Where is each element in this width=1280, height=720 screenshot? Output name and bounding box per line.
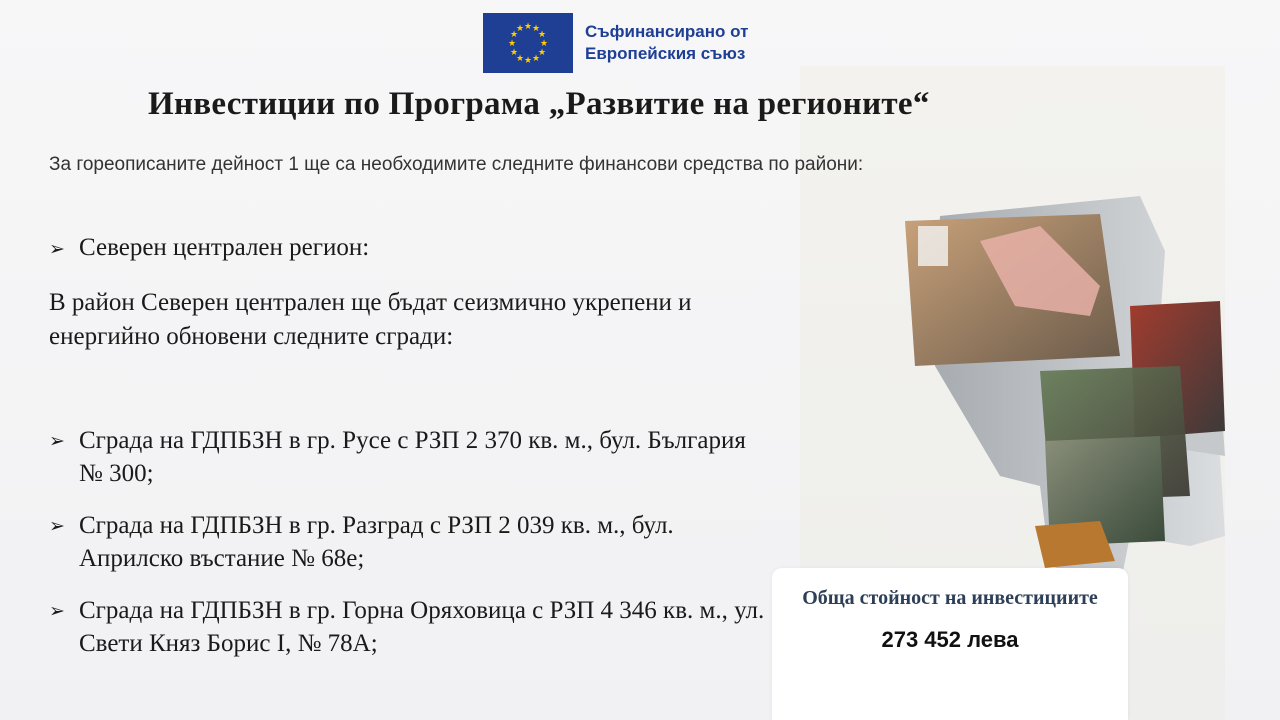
buildings-list bbox=[49, 424, 769, 679]
eu-cofunded-logo bbox=[483, 13, 748, 73]
eu-flag-icon bbox=[483, 13, 573, 73]
building-text: Сграда на ГДПБЗН в гр. Разград с РЗП 2 039 кв. м., бул. Априлско въстание № 68е; bbox=[79, 512, 674, 572]
svg-text:★: ★ bbox=[523, 56, 533, 66]
svg-text:★: ★ bbox=[531, 54, 541, 64]
svg-text:★: ★ bbox=[523, 22, 533, 32]
svg-text:★: ★ bbox=[537, 30, 547, 40]
arrow-bullet-icon: ➢ bbox=[49, 600, 65, 622]
svg-text:★: ★ bbox=[509, 30, 519, 40]
eu-logo-line2: Европейския съюз bbox=[585, 44, 746, 63]
region-label: Северен централен регион: bbox=[79, 234, 370, 261]
slide-title: Инвестиции по Програма „Развитие на регионите“ bbox=[148, 86, 930, 122]
arrow-bullet-icon: ➢ bbox=[49, 430, 65, 452]
slide-subtitle: За гореописаните дейност 1 ще са необходимите следните финансови средства по райони: bbox=[49, 154, 864, 175]
building-text: Сграда на ГДПБЗН в гр. Русе с РЗП 2 370 кв. м., бул. България № 300; bbox=[79, 427, 746, 487]
svg-text:★: ★ bbox=[537, 48, 547, 58]
svg-text:★: ★ bbox=[515, 54, 525, 64]
eu-stars-icon bbox=[483, 13, 573, 73]
region-heading bbox=[49, 234, 369, 262]
list-item bbox=[49, 594, 769, 660]
arrow-bullet-icon: ➢ bbox=[49, 238, 65, 260]
svg-text:★: ★ bbox=[509, 48, 519, 58]
svg-text:★: ★ bbox=[531, 24, 541, 34]
svg-text:★: ★ bbox=[515, 24, 525, 34]
eu-logo-text bbox=[585, 21, 748, 65]
total-investment-value: 273 452 лева bbox=[881, 627, 1019, 652]
eu-logo-line1: Съфинансирано от bbox=[585, 22, 749, 41]
total-investment-label: Обща стойност на инвестициите bbox=[802, 587, 1098, 609]
arrow-bullet-icon: ➢ bbox=[49, 515, 65, 537]
intro-paragraph: В район Северен централен ще бъдат сеизмично укрепени и енергийно обновени следните сгради: bbox=[49, 289, 692, 350]
svg-text:★: ★ bbox=[507, 39, 517, 49]
list-item bbox=[49, 424, 769, 490]
total-investment-box bbox=[772, 568, 1128, 720]
building-text: Сграда на ГДПБЗН в гр. Горна Оряховица с РЗП 4 346 кв. м., ул. Свети Княз Борис I, № 78А; bbox=[79, 597, 765, 657]
svg-text:★: ★ bbox=[539, 39, 549, 49]
list-item bbox=[49, 509, 769, 575]
